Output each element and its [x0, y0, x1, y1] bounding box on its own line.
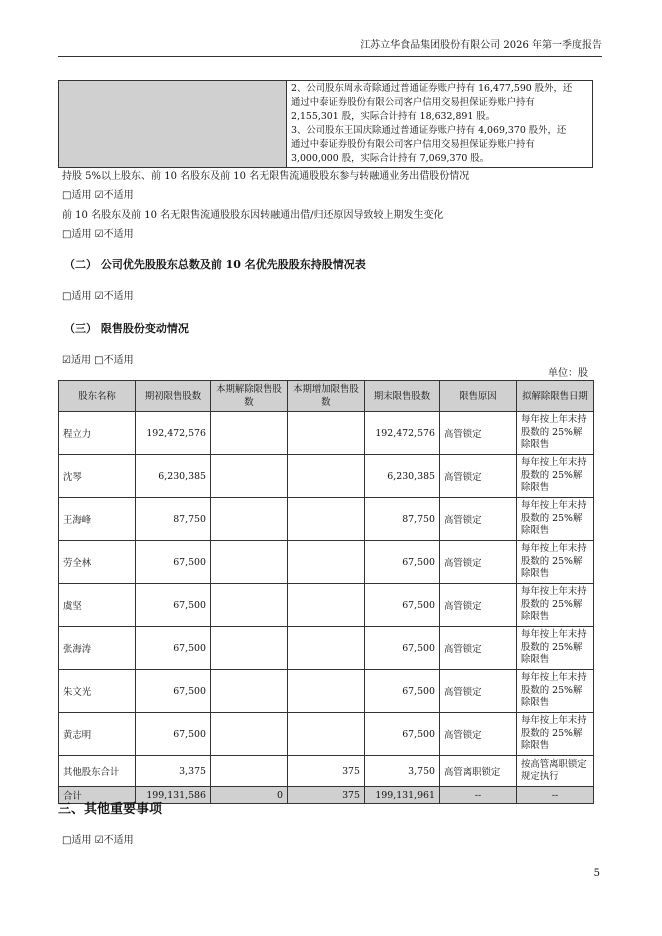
release-date: 每年按上年末持股数的 25%解除限售 [517, 412, 594, 455]
total-label: 合计 [59, 787, 136, 804]
column-header: 本期增加限售股数 [288, 381, 365, 412]
end-shares: 67,500 [365, 627, 440, 670]
lending-change-applicability: □适用 ☑不适用 [62, 229, 134, 240]
restriction-reason: 高管离职锁定 [440, 756, 517, 787]
restriction-reason: 高管锁定 [440, 498, 517, 541]
released-shares [211, 670, 288, 713]
added-shares [288, 412, 365, 455]
release-date: 每年按上年末持股数的 25%解除限售 [517, 498, 594, 541]
lending-applicability: □适用 ☑不适用 [62, 190, 134, 201]
section-preferred-shares-title: （二） 公司优先股股东总数及前 10 名优先股股东持股情况表 [64, 258, 366, 271]
shareholder-name: 张海涛 [59, 627, 136, 670]
restriction-reason: 高管锁定 [440, 412, 517, 455]
shareholder-name: 程立力 [59, 412, 136, 455]
section-other-matters-title: 三、其他重要事项 [58, 802, 163, 817]
restricted-shares-table [58, 380, 594, 804]
section-restricted-shares-title: （三） 限售股份变动情况 [64, 322, 189, 335]
release-date: 每年按上年末持股数的 25%解除限售 [517, 627, 594, 670]
shareholder-name: 黄志明 [59, 713, 136, 756]
unit-label: 单位：股 [548, 368, 588, 379]
shareholder-name: 劳全林 [59, 541, 136, 584]
table-row [59, 670, 594, 713]
added-shares [288, 455, 365, 498]
begin-shares: 67,500 [136, 541, 211, 584]
column-header: 本期解除限售股数 [211, 381, 288, 412]
table-row [59, 627, 594, 670]
release-date: 每年按上年末持股数的 25%解除限售 [517, 541, 594, 584]
added-shares [288, 670, 365, 713]
restriction-reason: 高管锁定 [440, 713, 517, 756]
end-shares: 67,500 [365, 541, 440, 584]
other-shareholders-row [59, 756, 594, 787]
note-line: 2、公司股东周永奇除通过普通证券账户持有 16,477,590 股外，还 [291, 83, 573, 94]
released-shares [211, 713, 288, 756]
added-shares [288, 498, 365, 541]
preferred-shares-applicability: □适用 ☑不适用 [62, 291, 134, 302]
table-row [59, 412, 594, 455]
note-line: 3、公司股东王国庆除通过普通证券账户持有 4,069,370 股外，还 [291, 125, 567, 136]
release-date: -- [517, 787, 594, 804]
end-shares: 3,750 [365, 756, 440, 787]
begin-shares: 87,750 [136, 498, 211, 541]
release-date: 每年按上年末持股数的 25%解除限售 [517, 670, 594, 713]
released-shares [211, 541, 288, 584]
release-date: 每年按上年末持股数的 25%解除限售 [517, 455, 594, 498]
shareholder-name: 朱文光 [59, 670, 136, 713]
begin-shares: 67,500 [136, 584, 211, 627]
column-header: 期初限售股数 [136, 381, 211, 412]
restriction-reason: 高管锁定 [440, 627, 517, 670]
column-header: 拟解除限售日期 [517, 381, 594, 412]
shareholder-name: 王海峰 [59, 498, 136, 541]
column-header: 限售原因 [440, 381, 517, 412]
end-shares: 67,500 [365, 713, 440, 756]
table-row [59, 455, 594, 498]
table-row [59, 498, 594, 541]
begin-shares: 6,230,385 [136, 455, 211, 498]
end-shares: 67,500 [365, 670, 440, 713]
added-shares [288, 541, 365, 584]
note-line: 3,000,000 股，实际合计持有 7,069,370 股。 [291, 153, 490, 164]
released-shares [211, 584, 288, 627]
shareholder-name: 沈琴 [59, 455, 136, 498]
lending-change-paragraph: 前 10 名股东及前 10 名无限售流通股股东因转融通出借/归还原因导致较上期发生变化 [62, 210, 444, 221]
lending-paragraph: 持股 5%以上股东、前 10 名股东及前 10 名无限售流通股股东参与转融通业务出借股份情况 [62, 171, 470, 182]
end-shares: 192,472,576 [365, 412, 440, 455]
end-shares: 67,500 [365, 584, 440, 627]
shareholder-name: 虞坚 [59, 584, 136, 627]
header-divider [58, 56, 602, 57]
shareholder-note-table [58, 80, 593, 168]
page-number: 5 [593, 868, 600, 879]
release-date: 每年按上年末持股数的 25%解除限售 [517, 584, 594, 627]
shareholder-name: 其他股东合计 [59, 756, 136, 787]
note-line: 通过中泰证券股份有限公司客户信用交易担保证券账户持有 [291, 139, 535, 150]
begin-shares: 199,131,586 [136, 787, 211, 804]
restriction-reason: 高管锁定 [440, 541, 517, 584]
note-line: 2,155,301 股，实际合计持有 18,632,891 股。 [291, 111, 496, 122]
begin-shares: 67,500 [136, 670, 211, 713]
table-row [59, 584, 594, 627]
other-matters-applicability: □适用 ☑不适用 [62, 835, 134, 846]
restriction-reason: 高管锁定 [440, 670, 517, 713]
added-shares [288, 584, 365, 627]
note-line: 通过中泰证券股份有限公司客户信用交易担保证券账户持有 [291, 97, 535, 108]
restricted-shares-applicability: ☑适用 □不适用 [62, 355, 134, 366]
table-header-row [59, 381, 594, 412]
note-label-cell [59, 81, 287, 168]
note-text-cell [287, 81, 593, 168]
released-shares: 0 [211, 787, 288, 804]
restriction-reason: 高管锁定 [440, 455, 517, 498]
column-header: 股东名称 [59, 381, 136, 412]
added-shares [288, 713, 365, 756]
released-shares [211, 455, 288, 498]
released-shares [211, 412, 288, 455]
released-shares [211, 756, 288, 787]
added-shares [288, 627, 365, 670]
restriction-reason: 高管锁定 [440, 584, 517, 627]
end-shares: 199,131,961 [365, 787, 440, 804]
begin-shares: 67,500 [136, 713, 211, 756]
restriction-reason: -- [440, 787, 517, 804]
released-shares [211, 498, 288, 541]
added-shares: 375 [288, 787, 365, 804]
released-shares [211, 627, 288, 670]
end-shares: 87,750 [365, 498, 440, 541]
begin-shares: 67,500 [136, 627, 211, 670]
begin-shares: 3,375 [136, 756, 211, 787]
table-row [59, 713, 594, 756]
table-row [59, 541, 594, 584]
added-shares: 375 [288, 756, 365, 787]
release-date: 按高管离职锁定规定执行 [517, 756, 594, 787]
report-header: 江苏立华食品集团股份有限公司 2026 年第一季度报告 [360, 40, 602, 51]
end-shares: 6,230,385 [365, 455, 440, 498]
release-date: 每年按上年末持股数的 25%解除限售 [517, 713, 594, 756]
column-header: 期末限售股数 [365, 381, 440, 412]
begin-shares: 192,472,576 [136, 412, 211, 455]
